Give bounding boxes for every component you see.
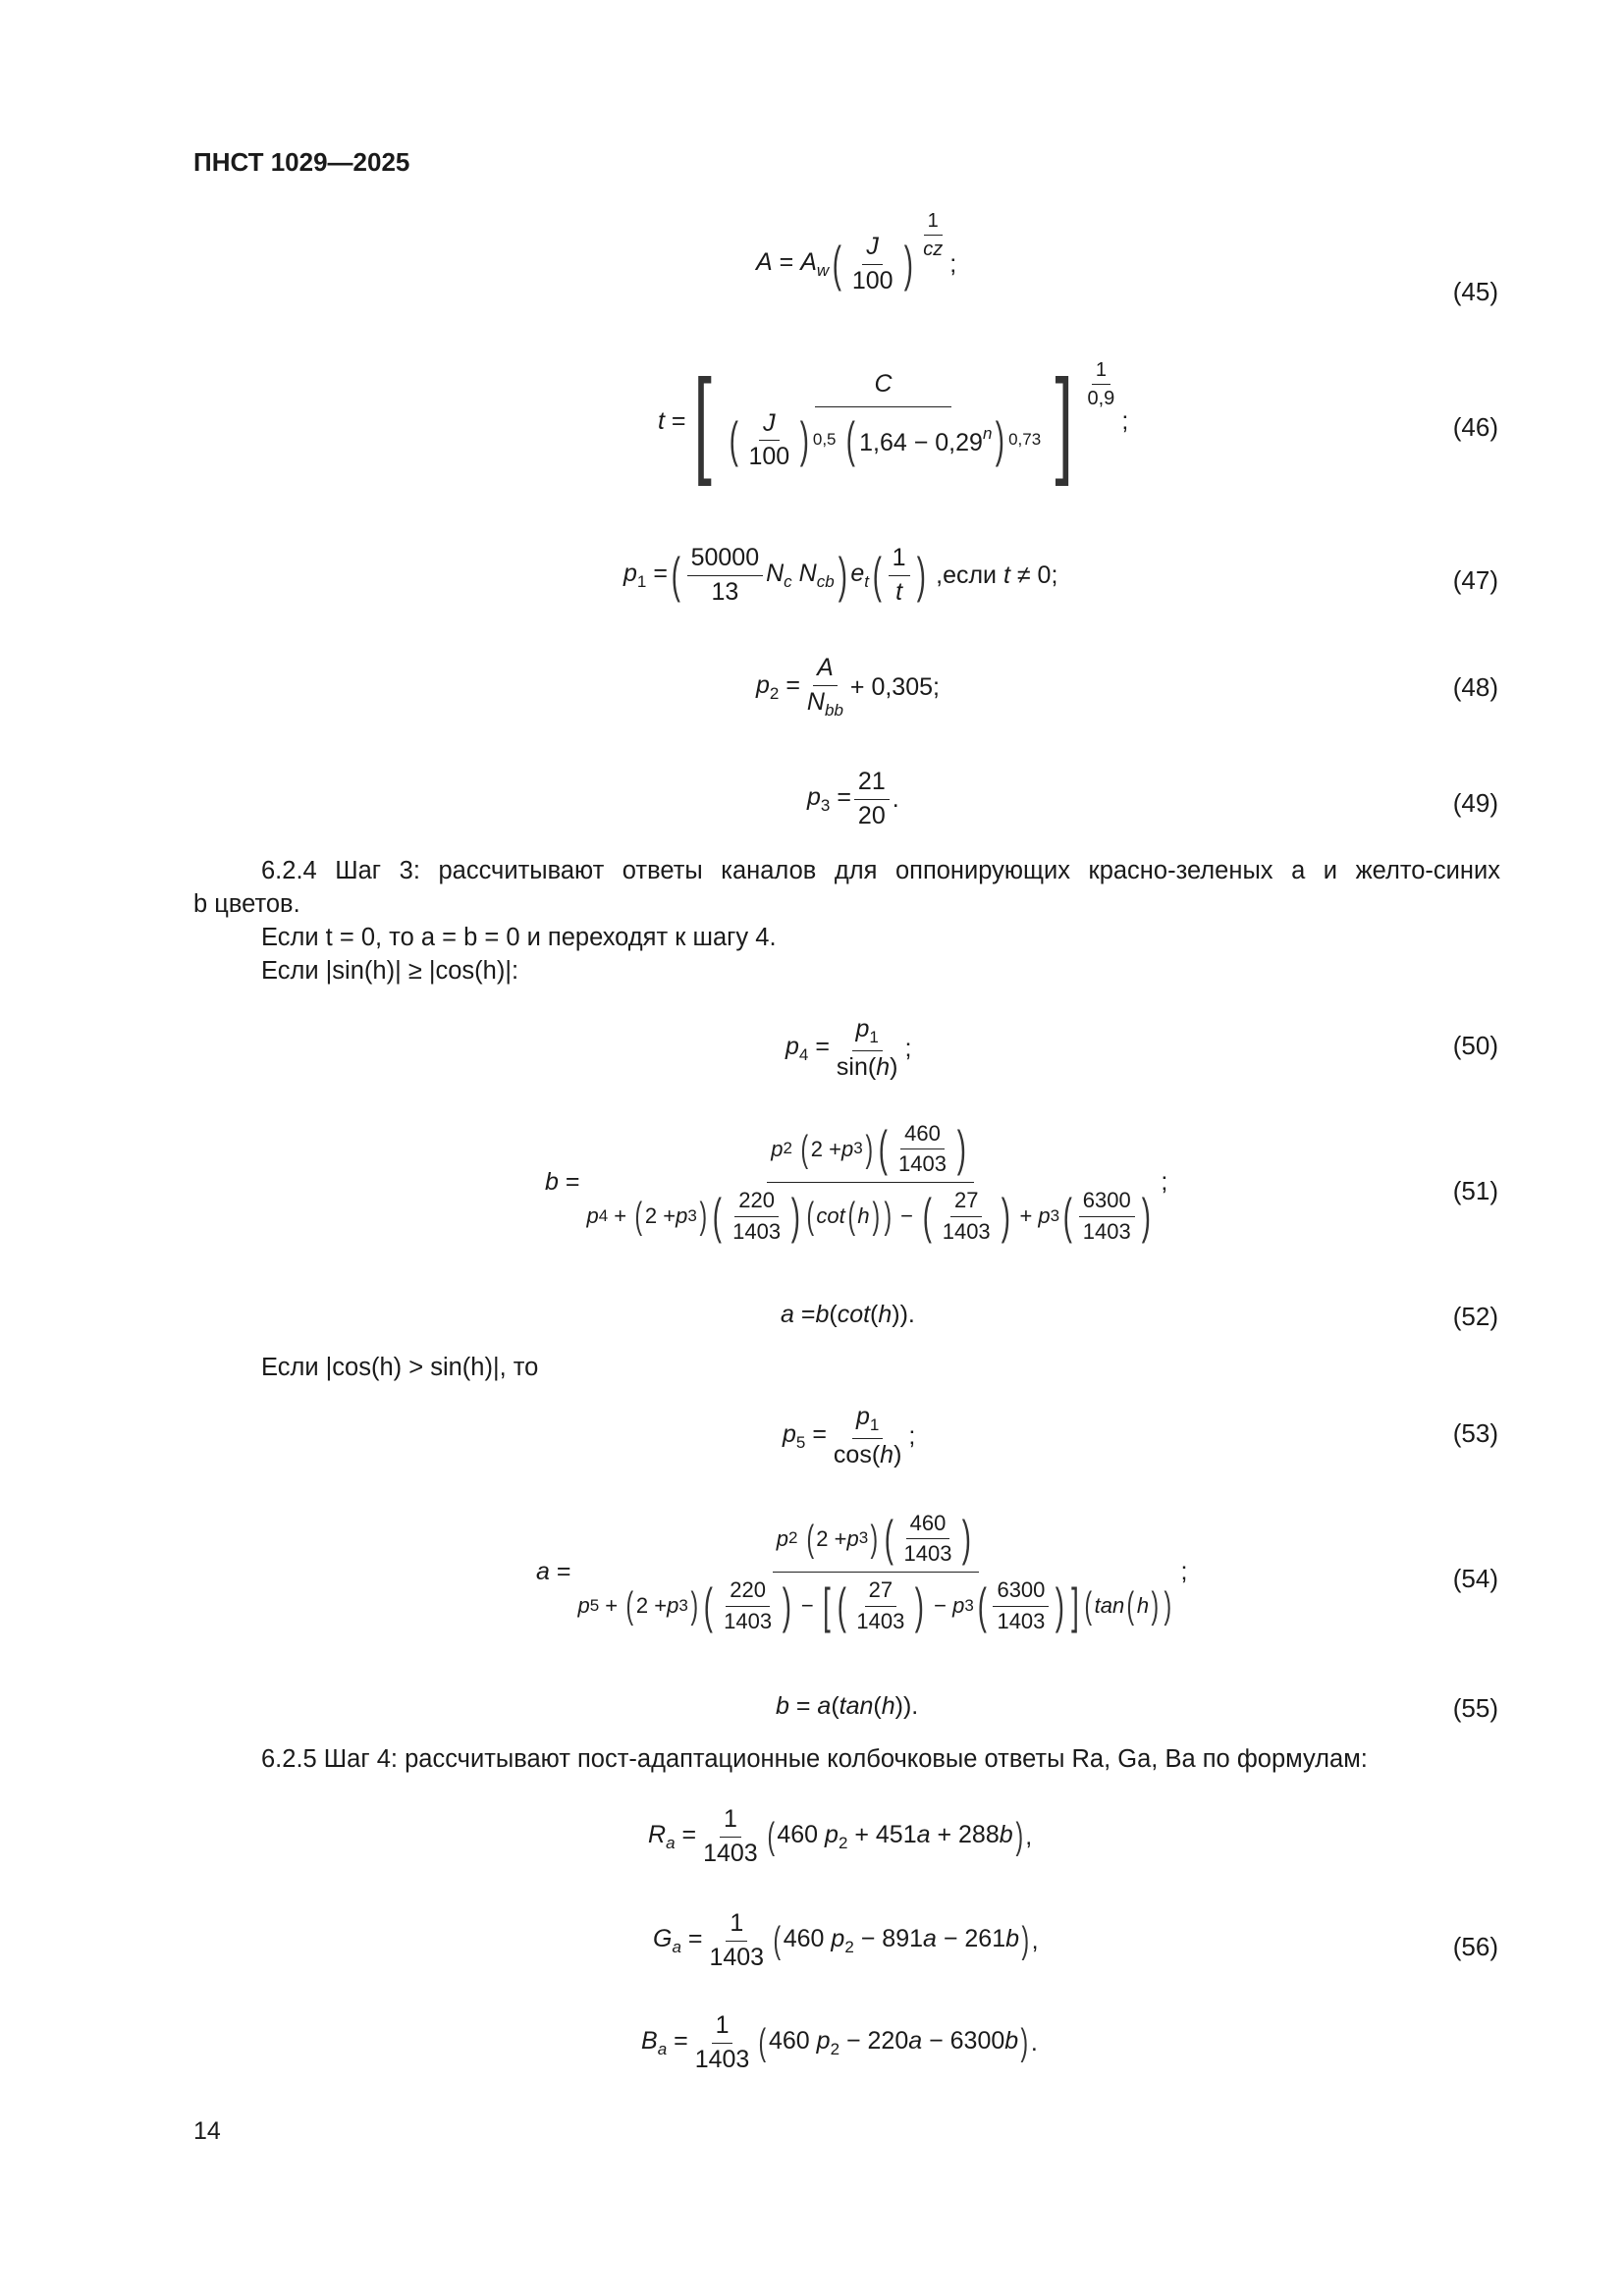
equation-number-47: (47) bbox=[1452, 565, 1498, 595]
paragraph-6-2-5: 6.2.5 Шаг 4: рассчитывают пост-адаптационные колбочковые ответы Ra, Ga, Ba по формулам: bbox=[261, 1745, 1368, 1773]
equation-number-48: (48) bbox=[1452, 672, 1498, 702]
paragraph-6-2-4-line2: b цветов. bbox=[193, 890, 300, 918]
paragraph-if-cos: Если |cos(h) > sin(h)|, то bbox=[261, 1354, 539, 1381]
formula-53: $p_5$ = $\frac{p_1}{\cos(h)}$ ; bbox=[783, 1403, 916, 1468]
equation-number-52: (52) bbox=[1452, 1302, 1498, 1331]
formula-50: $p_4$ = $\frac{p_1}{\sin(h)}$ ; bbox=[785, 1015, 912, 1081]
document-header: ПНСТ 1029—2025 bbox=[193, 147, 410, 177]
equation-number-53: (53) bbox=[1452, 1418, 1498, 1448]
formula-46: t = [ C ( J 100 ) 0,5 ( $1,64 - 0,29^n$ ) 0,73 ] 1 0,9 ; bbox=[658, 355, 1129, 487]
equation-number-46: (46) bbox=[1452, 412, 1498, 442]
paragraph-6-2-4-line1: 6.2.4 Шаг 3: рассчитывают ответы каналов для оппонирующих красно-зеленых a и желто-синих bbox=[261, 857, 1500, 884]
formula-51: b = p 2 ( 2 + p 3 ) ( 460 1403 ) p 4 + ( 2 + p 3 ) ( 220 1403 ) ( cot ( h ) ) − ( 27 1403 ) + p 3 ( 6300 1403 ) ; bbox=[545, 1121, 1168, 1244]
formula-56-ba: $B_a$ = $\frac{1}{1403}$ ( 460 $p_2 - 220a - 6300b$ ) . bbox=[641, 2011, 1038, 2073]
paragraph-if-sin: Если |sin(h)| ≥ |cos(h)|: bbox=[261, 957, 519, 985]
formula-52: a =b(cot(h)). bbox=[781, 1301, 915, 1328]
equation-number-54: (54) bbox=[1452, 1564, 1498, 1593]
equation-number-51: (51) bbox=[1452, 1176, 1498, 1205]
formula-55: b = a(tan(h)). bbox=[776, 1692, 919, 1720]
formula-47: $p_1$ = ( 50000 13 $N_c$ $N_{cb}$ ) $e_t$ ( 1 t ) ,если t ≠ 0; bbox=[623, 544, 1058, 606]
page-number: 14 bbox=[193, 2117, 221, 2145]
formula-45: $A = A_w$ ( J 100 ) 1 cz ; bbox=[756, 209, 957, 294]
formula-56-ra: $R_a$ = $\frac{1}{1403}$ ( 460 $p_2 + 451a + 288b$ ) , bbox=[648, 1805, 1033, 1867]
equation-number-50: (50) bbox=[1452, 1031, 1498, 1060]
equation-number-56: (56) bbox=[1452, 1932, 1498, 1961]
formula-54: a = p 2 ( 2 + p 3 ) ( 460 1403 ) p 5 + ( 2 + p 3 ) ( 220 1403 ) − [ ( 27 1403 ) − p 3 ( 6300 1403 ) ] ( tan ( h ) ) ; bbox=[536, 1511, 1188, 1633]
formula-49: $p_3$ = $\frac{21}{20}$ . bbox=[807, 768, 899, 829]
paragraph-if-t-zero: Если t = 0, то a = b = 0 и переходят к шагу 4. bbox=[261, 924, 777, 951]
formula-56-ga: $G_a$ = $\frac{1}{1403}$ ( 460 $p_2 - 891a - 261b$ ) , bbox=[653, 1909, 1039, 1971]
equation-number-45: (45) bbox=[1452, 277, 1498, 306]
equation-number-55: (55) bbox=[1452, 1693, 1498, 1723]
formula-48: $p_2$ = A $N_{bb}$ + 0,305; bbox=[756, 654, 940, 720]
equation-number-49: (49) bbox=[1452, 788, 1498, 818]
